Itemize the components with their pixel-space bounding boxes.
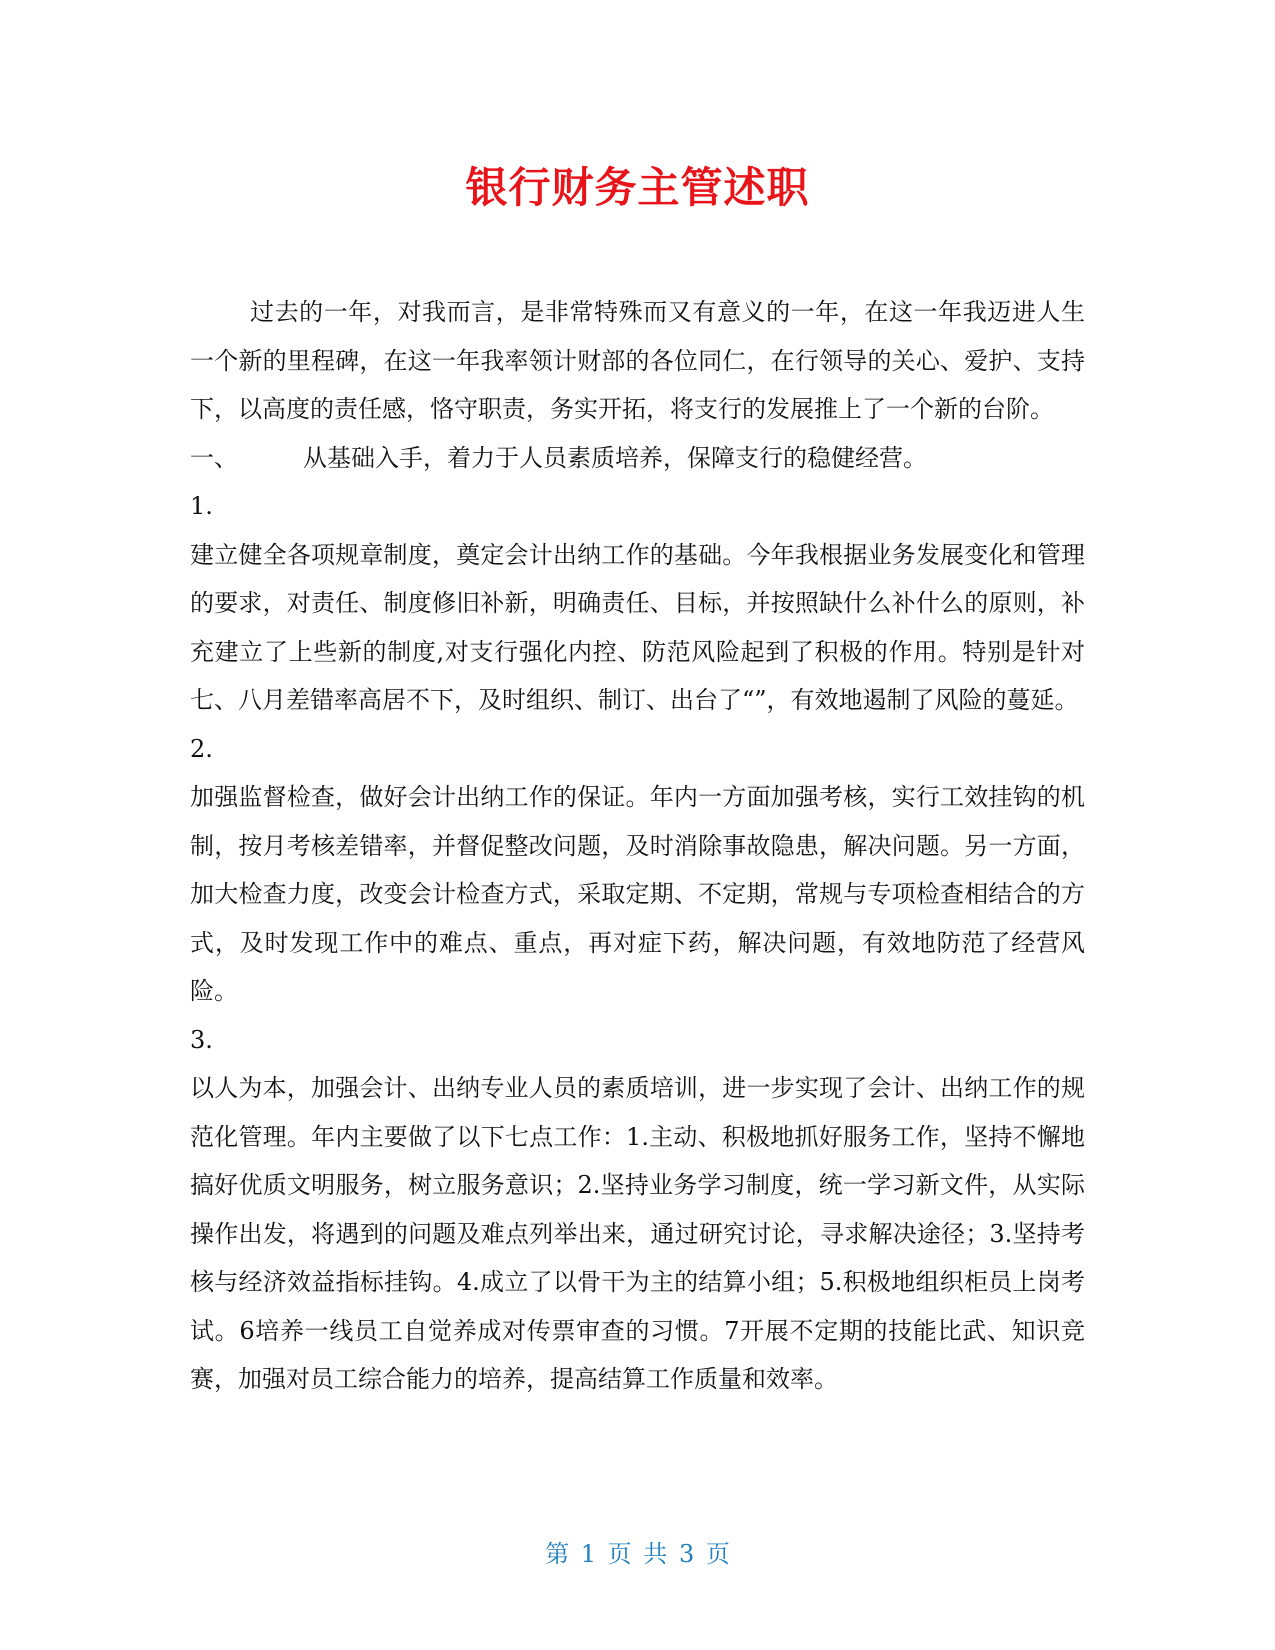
section-heading	[190, 434, 1085, 483]
section-heading-text: 从基础入手，着力于人员素质培养，保障支行的稳健经营。	[303, 443, 927, 472]
document-title: 银行财务主管述职	[465, 163, 810, 212]
section-number: 一、	[190, 443, 238, 472]
intro-paragraph: 过去的一年，对我而言，是非常特殊而又有意义的一年，在这一年我迈进人生一个新的里程碑，在这一年我率领计财部的各位同仁，在行领导的关心、爱护、支持下，以高度的责任感，恪守职责，务实开拓，将支行的发展推上了一个新的台阶。	[190, 298, 1085, 423]
item-number: 1.	[190, 492, 213, 520]
page-footer: 第 1 页 共 3 页	[545, 1540, 730, 1568]
item-number: 2.	[190, 734, 213, 763]
document-body	[190, 288, 1085, 1404]
item-paragraph: 建立健全各项规章制度，奠定会计出纳工作的基础。今年我根据业务发展变化和管理的要求，对责任、制度修旧补新，明确责任、目标，并按照缺什么补什么的原则，补充建立了上些新的制度,对支行强化内控、防范风险起到了积极的作用。特别是针对七、八月差错率高居不下，及时组织、制订、出台了“”，有效地遏制了风险的蔓延。	[190, 540, 1085, 714]
item-paragraph: 以人为本，加强会计、出纳专业人员的素质培训，进一步实现了会计、出纳工作的规范化管理。年内主要做了以下七点工作：1.主动、积极地抓好服务工作，坚持不懈地搞好优质文明服务，树立服务意识；2.坚持业务学习制度，统一学习新文件，从实际操作出发，将遇到的问题及难点列举出来，通过研究讨论，寻求解决途径；3.坚持考核与经济效益指标挂钩。4.成立了以骨干为主的结算小组；5.积极地组织柜员上岗考试。6培养一线员工自觉养成对传票审查的习惯。7开展不定期的技能比武、知识竞赛，加强对员工综合能力的培养，提高结算工作质量和效率。	[190, 1074, 1085, 1393]
item-number: 3.	[190, 1025, 213, 1054]
item-paragraph: 加强监督检查，做好会计出纳工作的保证。年内一方面加强考核，实行工效挂钩的机制，按月考核差错率，并督促整改问题，及时消除事故隐患，解决问题。另一方面，加大检查力度，改变会计检查方式，采取定期、不定期，常规与专项检查相结合的方式，及时发现工作中的难点、重点，再对症下药，解决问题，有效地防范了经营风险。	[190, 783, 1085, 1005]
